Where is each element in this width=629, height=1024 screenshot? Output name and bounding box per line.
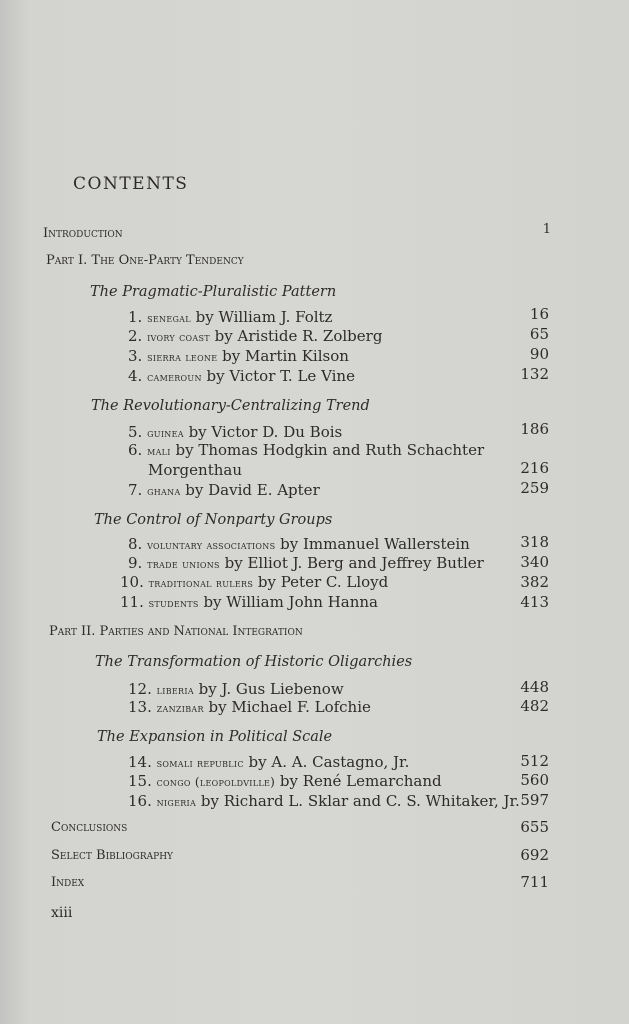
toc-chapter-3: 3. sierra leone by Martin Kilson: [128, 347, 349, 365]
toc-chapter-6: 6. mali by Thomas Hodgkin and Ruth Schachter: [128, 441, 485, 459]
toc-chapter-11: 11. students by William John Hanna: [120, 593, 378, 611]
toc-conclusions-page: 655: [520, 818, 549, 836]
toc-chapter-10-page: 382: [520, 573, 549, 591]
toc-introduction-page: 1: [542, 222, 551, 237]
page-title: CONTENTS: [73, 174, 189, 194]
toc-chapter-14-page: 512: [520, 752, 549, 770]
toc-index: Index: [51, 875, 85, 890]
toc-conclusions: Conclusions: [51, 820, 128, 835]
toc-chapter-1: 1. senegal by William J. Foltz: [128, 308, 333, 326]
toc-chapter-14: 14. somali republic by A. A. Castagno, Jr.: [128, 753, 410, 771]
toc-chapter-7-page: 259: [520, 479, 549, 497]
toc-chapter-5: 5. guinea by Victor D. Du Bois: [128, 423, 343, 441]
page-folio: xiii: [51, 905, 73, 921]
toc-index-page: 711: [520, 873, 549, 891]
toc-chapter-13: 13. zanzibar by Michael F. Lofchie: [128, 698, 371, 716]
toc-section-3: The Control of Nonparty Groups: [94, 512, 333, 528]
toc-chapter-4-page: 132: [520, 365, 549, 383]
toc-chapter-4: 4. cameroun by Victor T. Le Vine: [128, 367, 355, 385]
toc-chapter-8: 8. voluntary associations by Immanuel Wallerstein: [128, 535, 470, 553]
toc-chapter-10: 10. traditional rulers by Peter C. Lloyd: [120, 573, 389, 591]
toc-chapter-3-page: 90: [529, 345, 549, 363]
toc-section-2: The Revolutionary-Centralizing Trend: [91, 398, 370, 414]
toc-section-5: The Expansion in Political Scale: [97, 729, 333, 745]
toc-chapter-9: 9. trade unions by Elliot J. Berg and Jeffrey Butler: [128, 554, 484, 572]
toc-section-1: The Pragmatic-Pluralistic Pattern: [90, 284, 337, 300]
toc-chapter-12: 12. liberia by J. Gus Liebenow: [128, 680, 344, 698]
toc-chapter-7: 7. ghana by David E. Apter: [128, 481, 320, 499]
toc-bibliography: Select Bibliography: [51, 848, 173, 863]
toc-chapter-2: 2. ivory coast by Aristide R. Zolberg: [128, 327, 383, 345]
toc-chapter-6-continued: Morgenthau: [148, 461, 242, 479]
toc-chapter-13-page: 482: [520, 697, 549, 715]
toc-chapter-9-page: 340: [520, 553, 549, 571]
toc-section-4: The Transformation of Historic Oligarchies: [95, 654, 413, 670]
toc-chapter-11-page: 413: [520, 593, 549, 611]
toc-chapter-5-page: 186: [520, 420, 549, 438]
toc-chapter-16: 16. nigeria by Richard L. Sklar and C. S. Whitaker, Jr.: [128, 792, 520, 810]
toc-chapter-6-page: 216: [520, 459, 549, 477]
toc-chapter-8-page: 318: [520, 533, 549, 551]
toc-chapter-2-page: 65: [529, 325, 549, 343]
toc-chapter-15: 15. congo (leopoldville) by René Lemarchand: [128, 772, 442, 790]
toc-bibliography-page: 692: [520, 846, 549, 864]
toc-chapter-16-page: 597: [520, 791, 549, 809]
toc-chapter-12-page: 448: [520, 678, 549, 696]
toc-chapter-15-page: 560: [520, 771, 549, 789]
toc-part-2: Part II. Parties and National Integration: [49, 624, 303, 639]
toc-introduction: Introduction: [43, 226, 123, 241]
toc-chapter-1-page: 16: [529, 305, 549, 323]
toc-part-1: Part I. The One-Party Tendency: [46, 253, 244, 268]
